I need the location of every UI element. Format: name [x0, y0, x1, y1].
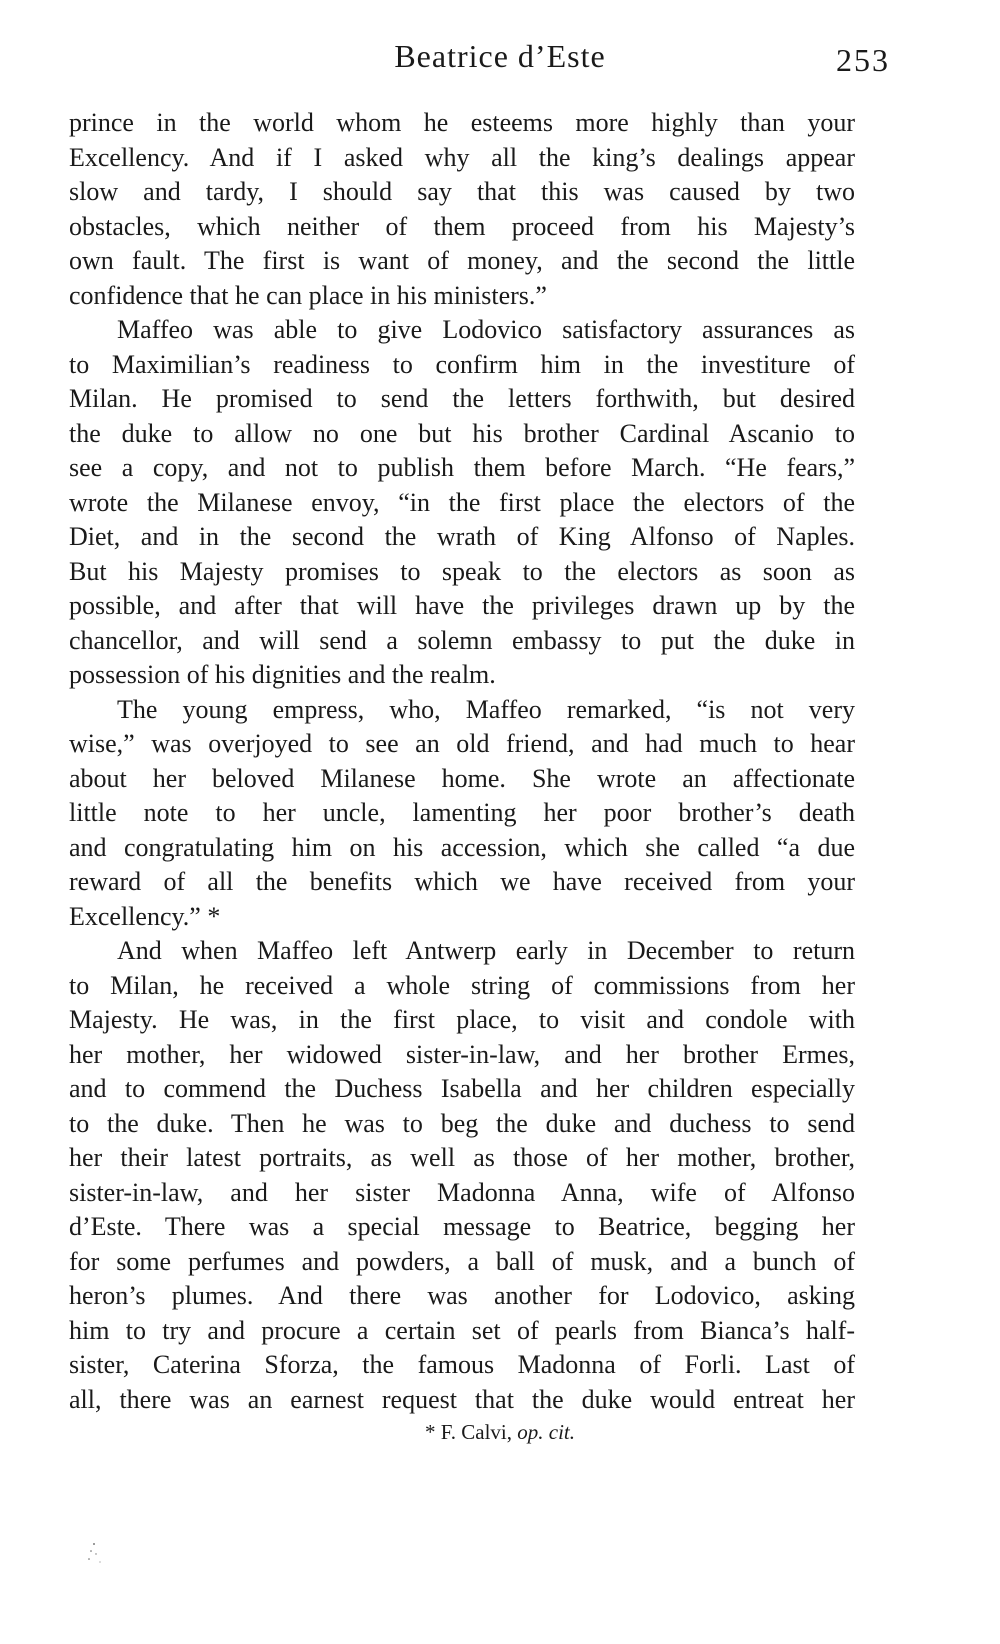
text-line: to Milan, he received a whole string of commissions from her [69, 970, 855, 1000]
text-line: Milan. He promised to send the letters forthwith, but desired [69, 384, 855, 413]
text-line: wrote the Milanese envoy, “in the first place the electors of the [69, 487, 855, 517]
text-line: prince in the world whom he esteems more highly than your [69, 108, 855, 137]
text-line: reward of all the benefits which we have received from your [69, 867, 855, 896]
text-line: chancellor, and will send a solemn embassy to put the duke in [69, 625, 855, 655]
text-line: all, there was an earnest request that the duke would entreat her [69, 1384, 855, 1414]
text-line: to the duke. Then he was to beg the duke and duchess to send [69, 1108, 855, 1138]
footnote [0, 1420, 1000, 1445]
footnote-author: F. Calvi, [440, 1420, 512, 1444]
running-title: Beatrice d’Este [394, 38, 606, 74]
body-text [69, 106, 855, 1417]
text-line: about her beloved Milanese home. She wrote an affectionate [69, 763, 855, 793]
paragraph-start-line: Maffeo was able to give Lodovico satisfactory assurances as [117, 315, 855, 344]
text-line: Excellency.” * [69, 901, 221, 931]
text-line: sister, Caterina Sforza, the famous Madonna of Forli. Last of [69, 1350, 855, 1379]
text-line: But his Majesty promises to speak to the electors as soon as [69, 556, 855, 586]
text-line: wise,” was overjoyed to see an old friend, and had much to hear [69, 729, 855, 758]
text-line: slow and tardy, I should say that this was caused by two [69, 177, 855, 206]
text-line: to Maximilian’s readiness to confirm him in the investiture of [69, 349, 855, 379]
print-speck-icon [86, 1540, 106, 1566]
text-line: possible, and after that will have the privileges drawn up by the [69, 591, 855, 620]
text-line: possession of his dignities and the realm. [69, 660, 496, 689]
footnote-citation: op. cit. [517, 1420, 575, 1444]
text-line: d’Este. There was a special message to Beatrice, begging her [69, 1212, 855, 1241]
text-line: Diet, and in the second the wrath of King Alfonso of Naples. [69, 522, 855, 551]
paragraph-start-line: The young empress, who, Maffeo remarked, “is not very [117, 694, 855, 724]
text-line: her mother, her widowed sister-in-law, and her brother Ermes, [69, 1039, 855, 1069]
text-line: little note to her uncle, lamenting her poor brother’s death [69, 798, 855, 827]
text-line: her their latest portraits, as well as those of her mother, brother, [69, 1143, 855, 1172]
text-line: and to commend the Duchess Isabella and her children especially [69, 1074, 855, 1103]
text-line: Excellency. And if I asked why all the king’s dealings appear [69, 142, 855, 172]
text-line: heron’s plumes. And there was another for Lodovico, asking [69, 1281, 855, 1310]
text-line: sister-in-law, and her sister Madonna Anna, wife of Alfonso [69, 1177, 855, 1207]
text-line: confidence that he can place in his ministers.” [69, 280, 547, 310]
text-line: obstacles, which neither of them proceed from his Majesty’s [69, 211, 855, 241]
text-line: the duke to allow no one but his brother Cardinal Ascanio to [69, 418, 855, 448]
text-line: and congratulating him on his accession, which she called “a due [69, 832, 855, 862]
text-line: own fault. The first is want of money, and the second the little [69, 246, 855, 275]
paragraph-start-line: And when Maffeo left Antwerp early in December to return [117, 936, 855, 965]
text-line: for some perfumes and powders, a ball of musk, and a bunch of [69, 1246, 855, 1276]
text-line: see a copy, and not to publish them before March. “He fears,” [69, 453, 855, 482]
text-line: him to try and procure a certain set of pearls from Bianca’s half- [69, 1315, 855, 1345]
footnote-marker: * [425, 1420, 436, 1444]
text-line: Majesty. He was, in the first place, to visit and condole with [69, 1005, 855, 1034]
page-number: 253 [836, 42, 890, 78]
